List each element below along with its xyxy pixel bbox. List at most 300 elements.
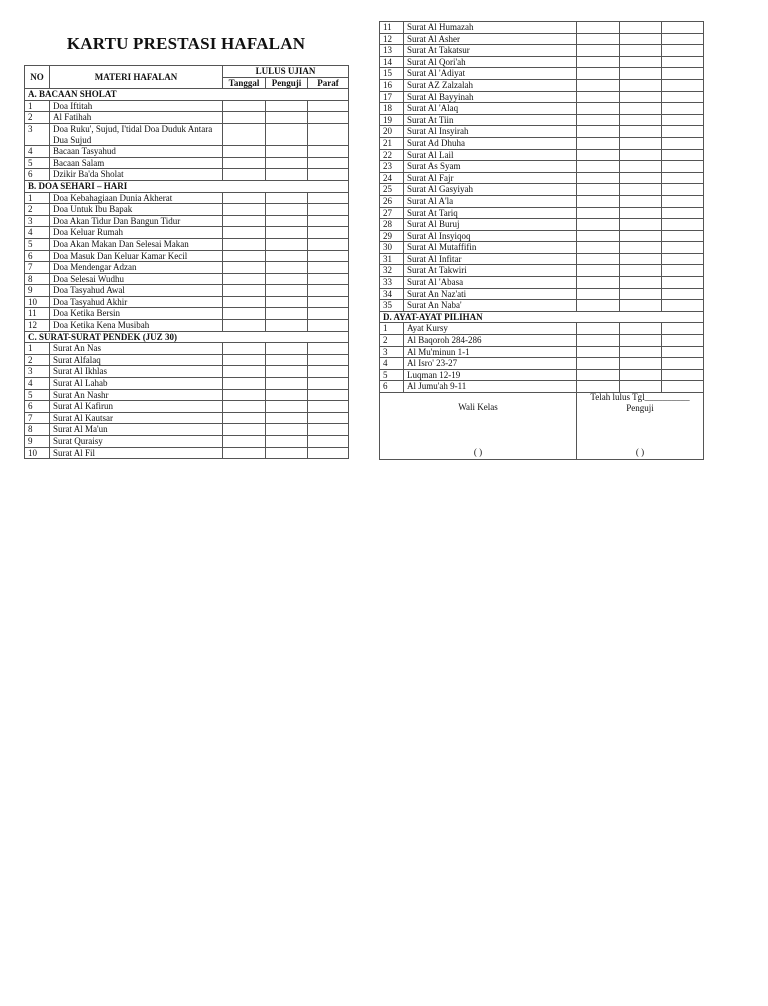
tanggal-cell[interactable] — [577, 230, 620, 242]
row-number: 8 — [25, 424, 50, 436]
paraf-cell[interactable] — [662, 323, 704, 335]
row-number: 9 — [25, 436, 50, 448]
paraf-cell[interactable] — [662, 253, 704, 265]
tanggal-cell[interactable] — [577, 22, 620, 34]
tanggal-cell[interactable] — [577, 381, 620, 393]
row-number: 32 — [380, 265, 404, 277]
row-number: 24 — [380, 172, 404, 184]
tanggal-cell[interactable] — [223, 436, 266, 448]
tanggal-cell[interactable] — [223, 378, 266, 390]
tanggal-cell[interactable] — [223, 366, 266, 378]
tanggal-cell[interactable] — [223, 296, 266, 308]
penguji-cell[interactable] — [620, 335, 662, 347]
paraf-cell[interactable] — [308, 401, 349, 413]
tanggal-cell[interactable] — [577, 207, 620, 219]
tanggal-cell[interactable] — [577, 103, 620, 115]
tanggal-cell[interactable] — [577, 277, 620, 289]
tanggal-cell[interactable] — [577, 300, 620, 312]
paraf-cell[interactable] — [308, 285, 349, 297]
row-number: 6 — [380, 381, 404, 393]
table-row — [380, 91, 704, 103]
penguji-cell[interactable] — [266, 308, 308, 320]
row-materi: Surat Al Qori'ah — [404, 56, 577, 68]
table-row — [25, 401, 349, 413]
row-materi: Surat Al Asher — [404, 33, 577, 45]
row-number: 10 — [25, 296, 50, 308]
paraf-cell[interactable] — [662, 265, 704, 277]
tanggal-cell[interactable] — [577, 253, 620, 265]
row-number: 6 — [25, 250, 50, 262]
tanggal-cell[interactable] — [223, 343, 266, 355]
table-row — [380, 161, 704, 173]
row-number: 11 — [25, 308, 50, 320]
tanggal-cell[interactable] — [223, 112, 266, 124]
row-materi: Doa Akan Makan Dan Selesai Makan — [50, 238, 223, 250]
table-row — [25, 146, 349, 158]
penguji-cell[interactable] — [266, 238, 308, 250]
row-number: 34 — [380, 288, 404, 300]
row-materi: Surat Al Insyirah — [404, 126, 577, 138]
tanggal-cell[interactable] — [577, 358, 620, 370]
tanggal-cell[interactable] — [577, 114, 620, 126]
row-materi: Al Isro' 23-27 — [404, 358, 577, 370]
tanggal-cell[interactable] — [577, 219, 620, 231]
paraf-cell[interactable] — [662, 358, 704, 370]
table-row — [380, 184, 704, 196]
row-materi: Doa Selesai Wudhu — [50, 273, 223, 285]
row-materi: Surat Al Insyiqoq — [404, 230, 577, 242]
tanggal-cell[interactable] — [577, 346, 620, 358]
table-row — [380, 323, 704, 335]
tanggal-cell[interactable] — [223, 262, 266, 274]
penguji-cell[interactable] — [620, 358, 662, 370]
table-row — [25, 215, 349, 227]
paraf-cell[interactable] — [308, 424, 349, 436]
paraf-cell[interactable] — [308, 389, 349, 401]
penguji-cell[interactable] — [620, 149, 662, 161]
tanggal-cell[interactable] — [223, 157, 266, 169]
table-row — [380, 137, 704, 149]
section-header — [25, 180, 349, 192]
table-row — [25, 273, 349, 285]
row-materi: Surat Al Kafirun — [50, 401, 223, 413]
penguji-cell[interactable] — [620, 33, 662, 45]
paraf-cell[interactable] — [308, 112, 349, 124]
penguji-cell[interactable] — [266, 436, 308, 448]
col-header-paraf: Paraf — [308, 77, 349, 89]
penguji-cell[interactable] — [620, 137, 662, 149]
penguji-cell[interactable] — [620, 91, 662, 103]
table-row — [380, 358, 704, 370]
row-number: 11 — [380, 22, 404, 34]
paraf-cell[interactable] — [308, 262, 349, 274]
paraf-cell[interactable] — [662, 288, 704, 300]
tanggal-cell[interactable] — [577, 56, 620, 68]
tanggal-cell[interactable] — [223, 146, 266, 158]
section-title: B. DOA SEHARI – HARI — [25, 180, 349, 192]
tanggal-cell[interactable] — [577, 172, 620, 184]
row-number: 31 — [380, 253, 404, 265]
paraf-cell[interactable] — [308, 412, 349, 424]
tanggal-cell[interactable] — [577, 149, 620, 161]
row-number: 20 — [380, 126, 404, 138]
tanggal-cell[interactable] — [223, 250, 266, 262]
row-number: 1 — [25, 343, 50, 355]
row-materi: Surat At Takatsur — [404, 45, 577, 57]
table-row — [25, 389, 349, 401]
tanggal-cell[interactable] — [577, 265, 620, 277]
penguji-cell[interactable] — [620, 184, 662, 196]
row-number: 5 — [25, 238, 50, 250]
tanggal-cell[interactable] — [577, 91, 620, 103]
paraf-cell[interactable] — [662, 22, 704, 34]
paraf-cell[interactable] — [308, 123, 349, 145]
row-number: 4 — [25, 227, 50, 239]
row-number: 7 — [25, 412, 50, 424]
paraf-cell[interactable] — [308, 169, 349, 181]
paraf-cell[interactable] — [308, 308, 349, 320]
penguji-cell[interactable] — [620, 161, 662, 173]
paraf-cell[interactable] — [662, 79, 704, 91]
row-number: 30 — [380, 242, 404, 254]
penguji-cell[interactable] — [266, 320, 308, 332]
penguji-cell[interactable] — [620, 381, 662, 393]
tanggal-cell[interactable] — [577, 137, 620, 149]
paraf-cell[interactable] — [308, 343, 349, 355]
table-row — [25, 424, 349, 436]
penguji-cell[interactable] — [266, 169, 308, 181]
penguji-cell[interactable] — [266, 250, 308, 262]
penguji-cell[interactable] — [620, 300, 662, 312]
row-materi: Surat Al 'Alaq — [404, 103, 577, 115]
paraf-cell[interactable] — [308, 227, 349, 239]
penguji-cell[interactable] — [266, 192, 308, 204]
penguji-cell[interactable] — [620, 45, 662, 57]
penguji-cell[interactable] — [620, 172, 662, 184]
table-row — [380, 288, 704, 300]
tanggal-cell[interactable] — [223, 100, 266, 112]
paraf-cell[interactable] — [662, 126, 704, 138]
hafalan-table-left — [24, 65, 349, 459]
row-materi: Doa Mendengar Adzan — [50, 262, 223, 274]
paraf-cell[interactable] — [308, 378, 349, 390]
penguji-cell[interactable] — [620, 207, 662, 219]
penguji-cell[interactable] — [266, 343, 308, 355]
table-row — [380, 33, 704, 45]
row-materi: Surat Al Ikhlas — [50, 366, 223, 378]
row-number: 5 — [25, 389, 50, 401]
penguji-cell[interactable] — [620, 103, 662, 115]
paraf-cell[interactable] — [308, 146, 349, 158]
paraf-cell[interactable] — [662, 184, 704, 196]
row-materi: Surat As Syam — [404, 161, 577, 173]
tanggal-cell[interactable] — [577, 195, 620, 207]
penguji-cell[interactable] — [620, 79, 662, 91]
tanggal-cell[interactable] — [223, 354, 266, 366]
penguji-cell[interactable] — [266, 412, 308, 424]
paraf-cell[interactable] — [308, 273, 349, 285]
row-materi: Doa Kebahagiaan Dunia Akherat — [50, 192, 223, 204]
tanggal-cell[interactable] — [577, 288, 620, 300]
tanggal-cell[interactable] — [577, 161, 620, 173]
row-materi: Surat Al 'Abasa — [404, 277, 577, 289]
paraf-cell[interactable] — [308, 215, 349, 227]
row-materi: Doa Masuk Dan Keluar Kamar Kecil — [50, 250, 223, 262]
paraf-cell[interactable] — [662, 207, 704, 219]
paraf-cell[interactable] — [662, 381, 704, 393]
col-header-penguji: Penguji — [266, 77, 308, 89]
tanggal-cell[interactable] — [577, 33, 620, 45]
penguji-cell[interactable] — [266, 204, 308, 216]
row-number: 4 — [380, 358, 404, 370]
row-number: 2 — [380, 335, 404, 347]
row-materi: Doa Ketika Kena Musibah — [50, 320, 223, 332]
penguji-cell[interactable] — [266, 262, 308, 274]
row-materi: Surat Al A'la — [404, 195, 577, 207]
table-row — [380, 277, 704, 289]
paraf-cell[interactable] — [662, 161, 704, 173]
penguji-cell[interactable] — [620, 346, 662, 358]
table-row — [25, 296, 349, 308]
penguji-cell[interactable] — [266, 123, 308, 145]
tanggal-cell[interactable] — [223, 227, 266, 239]
row-number: 5 — [380, 369, 404, 381]
row-materi: Bacaan Tasyahud — [50, 146, 223, 158]
tanggal-cell[interactable] — [577, 45, 620, 57]
row-materi: Surat An Nas — [50, 343, 223, 355]
table-row — [25, 238, 349, 250]
penguji-cell[interactable] — [620, 242, 662, 254]
paraf-cell[interactable] — [308, 320, 349, 332]
paraf-cell[interactable] — [662, 219, 704, 231]
row-number: 4 — [25, 146, 50, 158]
paraf-cell[interactable] — [662, 195, 704, 207]
row-materi: Surat Al Lail — [404, 149, 577, 161]
tanggal-cell[interactable] — [223, 424, 266, 436]
row-materi: Doa Tasyahud Akhir — [50, 296, 223, 308]
row-materi: Doa Tasyahud Awal — [50, 285, 223, 297]
section-header — [25, 89, 349, 101]
table-row — [380, 369, 704, 381]
row-number: 23 — [380, 161, 404, 173]
penguji-cell[interactable] — [266, 366, 308, 378]
penguji-cell[interactable] — [266, 273, 308, 285]
row-number: 12 — [25, 320, 50, 332]
row-materi: Surat Al Kautsar — [50, 412, 223, 424]
row-materi: Luqman 12-19 — [404, 369, 577, 381]
row-materi: Surat Al Infitar — [404, 253, 577, 265]
paraf-cell[interactable] — [308, 354, 349, 366]
row-materi: Surat AZ Zalzalah — [404, 79, 577, 91]
paraf-cell[interactable] — [308, 100, 349, 112]
paraf-cell[interactable] — [662, 346, 704, 358]
row-materi: Surat Al Gasyiyah — [404, 184, 577, 196]
penguji-cell[interactable] — [266, 227, 308, 239]
paraf-cell[interactable] — [662, 45, 704, 57]
penguji-cell[interactable] — [620, 323, 662, 335]
table-row — [25, 157, 349, 169]
tanggal-cell[interactable] — [223, 169, 266, 181]
penguji-cell[interactable] — [620, 253, 662, 265]
penguji-cell[interactable] — [266, 296, 308, 308]
row-materi: Surat Alfalaq — [50, 354, 223, 366]
row-number: 29 — [380, 230, 404, 242]
section-header — [25, 331, 349, 343]
table-row — [25, 192, 349, 204]
penguji-cell[interactable] — [266, 157, 308, 169]
row-materi: Al Baqoroh 284-286 — [404, 335, 577, 347]
penguji-cell[interactable] — [620, 56, 662, 68]
tanggal-cell[interactable] — [577, 79, 620, 91]
paraf-cell[interactable] — [662, 56, 704, 68]
penguji-cell[interactable] — [266, 215, 308, 227]
penguji-cell[interactable] — [266, 401, 308, 413]
table-row — [380, 253, 704, 265]
row-number: 13 — [380, 45, 404, 57]
paraf-cell[interactable] — [662, 33, 704, 45]
tanggal-cell[interactable] — [223, 447, 266, 459]
paraf-cell[interactable] — [662, 172, 704, 184]
row-number: 19 — [380, 114, 404, 126]
row-materi: Surat Quraisy — [50, 436, 223, 448]
penguji-cell[interactable] — [266, 285, 308, 297]
tanggal-cell[interactable] — [223, 192, 266, 204]
row-materi: Surat At Takwiri — [404, 265, 577, 277]
table-row — [25, 436, 349, 448]
tanggal-cell[interactable] — [223, 204, 266, 216]
penguji-cell[interactable] — [266, 447, 308, 459]
paraf-cell[interactable] — [662, 68, 704, 80]
paraf-cell[interactable] — [308, 436, 349, 448]
row-materi: Ayat Kursy — [404, 323, 577, 335]
paraf-cell[interactable] — [662, 230, 704, 242]
row-number: 14 — [380, 56, 404, 68]
signature-penguji — [577, 393, 704, 460]
row-number: 1 — [25, 192, 50, 204]
paraf-cell[interactable] — [662, 242, 704, 254]
paraf-cell[interactable] — [308, 447, 349, 459]
row-materi: Al Fatihah — [50, 112, 223, 124]
penguji-cell[interactable] — [266, 354, 308, 366]
row-materi: Surat Al Mutaffifin — [404, 242, 577, 254]
row-number: 35 — [380, 300, 404, 312]
penguji-cell[interactable] — [620, 195, 662, 207]
tanggal-cell[interactable] — [577, 242, 620, 254]
signature-row — [380, 393, 704, 460]
paraf-cell[interactable] — [308, 250, 349, 262]
paraf-cell[interactable] — [662, 149, 704, 161]
penguji-cell[interactable] — [266, 100, 308, 112]
paraf-cell[interactable] — [662, 91, 704, 103]
paraf-cell[interactable] — [308, 204, 349, 216]
penguji-cell[interactable] — [266, 389, 308, 401]
penguji-cell[interactable] — [266, 378, 308, 390]
paraf-cell[interactable] — [662, 137, 704, 149]
tanggal-cell[interactable] — [223, 285, 266, 297]
row-number: 8 — [25, 273, 50, 285]
table-row — [380, 114, 704, 126]
row-materi: Doa Untuk Ibu Bapak — [50, 204, 223, 216]
table-row — [25, 366, 349, 378]
row-number: 5 — [25, 157, 50, 169]
paraf-cell[interactable] — [308, 157, 349, 169]
row-materi: Surat Al Humazah — [404, 22, 577, 34]
penguji-cell[interactable] — [620, 114, 662, 126]
row-materi: Doa Keluar Rumah — [50, 227, 223, 239]
paraf-cell[interactable] — [308, 296, 349, 308]
tanggal-cell[interactable] — [577, 184, 620, 196]
table-row — [25, 123, 349, 145]
penguji-cell[interactable] — [620, 219, 662, 231]
tanggal-cell[interactable] — [577, 323, 620, 335]
paraf-cell[interactable] — [662, 335, 704, 347]
penguji-label: Penguji — [626, 402, 654, 413]
paraf-cell[interactable] — [662, 114, 704, 126]
penguji-cell[interactable] — [620, 126, 662, 138]
tanggal-cell[interactable] — [577, 369, 620, 381]
row-materi: Surat An Naz'ati — [404, 288, 577, 300]
penguji-cell[interactable] — [266, 424, 308, 436]
row-number: 3 — [380, 346, 404, 358]
tanggal-cell[interactable] — [577, 335, 620, 347]
row-number: 22 — [380, 149, 404, 161]
row-materi: Surat An Nashr — [50, 389, 223, 401]
telah-lulus-label: Telah lulus Tgl__________ — [590, 392, 690, 402]
penguji-cell[interactable] — [620, 288, 662, 300]
tanggal-cell[interactable] — [223, 123, 266, 145]
tanggal-cell[interactable] — [577, 126, 620, 138]
penguji-cell[interactable] — [620, 68, 662, 80]
table-row — [25, 262, 349, 274]
penguji-cell[interactable] — [266, 146, 308, 158]
row-number: 1 — [380, 323, 404, 335]
penguji-cell[interactable] — [620, 230, 662, 242]
paraf-cell[interactable] — [662, 103, 704, 115]
tanggal-cell[interactable] — [223, 215, 266, 227]
tanggal-cell[interactable] — [223, 389, 266, 401]
penguji-cell[interactable] — [620, 22, 662, 34]
row-number: 4 — [25, 378, 50, 390]
paraf-cell[interactable] — [308, 192, 349, 204]
penguji-cell[interactable] — [266, 112, 308, 124]
row-materi: Doa Ketika Bersin — [50, 308, 223, 320]
col-header-tanggal: Tanggal — [223, 77, 266, 89]
tanggal-cell[interactable] — [223, 273, 266, 285]
penguji-cell[interactable] — [620, 369, 662, 381]
section-title: A. BACAAN SHOLAT — [25, 89, 349, 101]
row-materi: Doa Akan Tidur Dan Bangun Tidur — [50, 215, 223, 227]
table-row — [25, 204, 349, 216]
row-materi: Al Mu'minun 1-1 — [404, 346, 577, 358]
penguji-cell[interactable] — [620, 265, 662, 277]
row-number: 12 — [380, 33, 404, 45]
tanggal-cell[interactable] — [223, 320, 266, 332]
tanggal-cell[interactable] — [223, 401, 266, 413]
paraf-cell[interactable] — [308, 366, 349, 378]
tanggal-cell[interactable] — [223, 412, 266, 424]
paraf-cell[interactable] — [662, 277, 704, 289]
row-materi: Surat Al Fajr — [404, 172, 577, 184]
row-number: 1 — [25, 100, 50, 112]
tanggal-cell[interactable] — [577, 68, 620, 80]
tanggal-cell[interactable] — [223, 308, 266, 320]
paraf-cell[interactable] — [662, 300, 704, 312]
paraf-cell[interactable] — [662, 369, 704, 381]
row-number: 7 — [25, 262, 50, 274]
penguji-cell[interactable] — [620, 277, 662, 289]
paraf-cell[interactable] — [308, 238, 349, 250]
tanggal-cell[interactable] — [223, 238, 266, 250]
